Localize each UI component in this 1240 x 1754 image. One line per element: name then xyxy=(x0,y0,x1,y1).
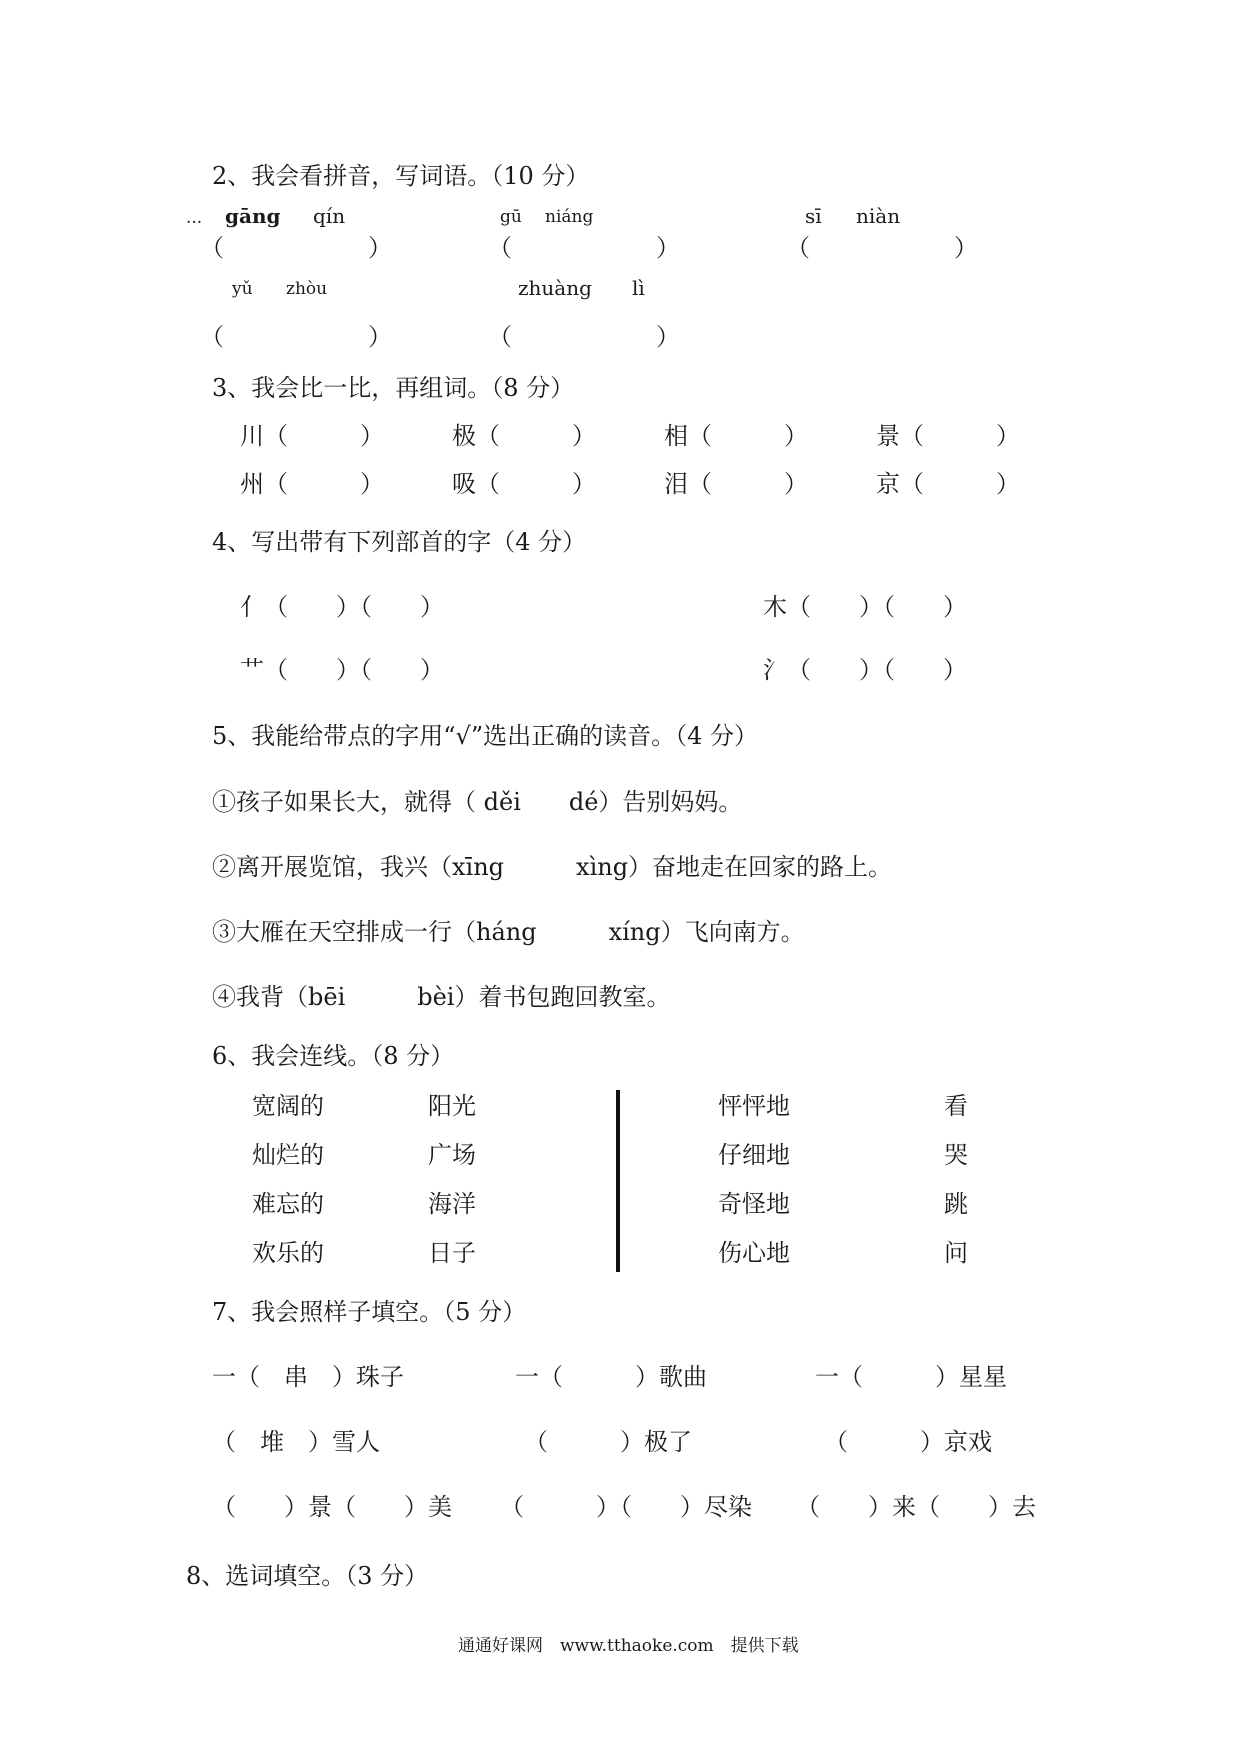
match-word[interactable]: 问 xyxy=(944,1239,968,1267)
q8-title: 8、选词填空。（3 分） xyxy=(186,1562,429,1590)
pinyin-si: sī xyxy=(805,204,822,228)
fill-item[interactable]: （ ）（ ）尽染 xyxy=(500,1493,752,1521)
answer-blank[interactable]: （ ） xyxy=(200,323,392,351)
pinyin-yu: yǔ xyxy=(232,279,253,299)
match-word[interactable]: 跳 xyxy=(944,1190,968,1218)
pinyin-li: lì xyxy=(632,276,645,300)
pronunciation-sentence[interactable]: ②离开展览馆，我兴（xīng xìng）奋地走在回家的路上。 xyxy=(212,853,893,881)
fill-item[interactable]: 一（ ）星星 xyxy=(815,1363,1007,1391)
pronunciation-sentence[interactable]: ④我背（bēi bèi）着书包跑回教室。 xyxy=(212,983,671,1011)
compare-item[interactable]: 州（ ） xyxy=(240,470,384,498)
q3-title: 3、我会比一比，再组词。（8 分） xyxy=(212,374,575,402)
compare-item[interactable]: 极（ ） xyxy=(452,422,596,450)
match-word[interactable]: 广场 xyxy=(428,1141,476,1169)
q2-title: 2、我会看拼音，写词语。（10 分） xyxy=(212,162,590,190)
pinyin-zhou: zhòu xyxy=(286,279,328,299)
pinyin-gu: gū xyxy=(500,207,522,227)
match-word[interactable]: 宽阔的 xyxy=(252,1092,324,1120)
pinyin-niang: niáng xyxy=(545,207,594,227)
q7-title: 7、我会照样子填空。（5 分） xyxy=(212,1298,527,1326)
pinyin-nian: niàn xyxy=(856,204,901,228)
q5-title: 5、我能给带点的字用“√”选出正确的读音。（4 分） xyxy=(212,722,758,750)
fill-item[interactable]: 一（ ）歌曲 xyxy=(515,1363,707,1391)
fill-item[interactable]: （ ）京戏 xyxy=(824,1428,992,1456)
match-word[interactable]: 海洋 xyxy=(428,1190,476,1218)
match-word[interactable]: 伤心地 xyxy=(718,1239,790,1267)
match-word[interactable]: 奇怪地 xyxy=(718,1190,790,1218)
divider-line xyxy=(616,1090,620,1272)
compare-item[interactable]: 相（ ） xyxy=(664,422,808,450)
answer-blank[interactable]: （ ） xyxy=(488,323,680,351)
compare-item[interactable]: 京（ ） xyxy=(876,470,1020,498)
footer-text: 通通好课网 www.tthaoke.com 提供下载 xyxy=(458,1636,799,1656)
match-word[interactable]: 欢乐的 xyxy=(252,1239,324,1267)
compare-item[interactable]: 景（ ） xyxy=(876,422,1020,450)
fill-item[interactable]: （ ）景（ ）美 xyxy=(212,1493,452,1521)
answer-blank[interactable]: （ ） xyxy=(200,234,392,262)
pronunciation-sentence[interactable]: ①孩子如果长大，就得（ děi dé）告别妈妈。 xyxy=(212,788,743,816)
fill-item[interactable]: 一（ 串 ）珠子 xyxy=(212,1363,404,1391)
match-word[interactable]: 哭 xyxy=(944,1141,968,1169)
pinyin-gang: gāng xyxy=(225,204,281,228)
pronunciation-sentence[interactable]: ③大雁在天空排成一行（háng xíng）飞向南方。 xyxy=(212,918,805,946)
match-word[interactable]: 灿烂的 xyxy=(252,1141,324,1169)
radical-item[interactable]: 艹（ ）（ ） xyxy=(240,656,444,684)
match-word[interactable]: 仔细地 xyxy=(718,1141,790,1169)
match-word[interactable]: 难忘的 xyxy=(252,1190,324,1218)
answer-blank[interactable]: （ ） xyxy=(786,234,978,262)
match-word[interactable]: 怦怦地 xyxy=(718,1092,790,1120)
answer-blank[interactable]: （ ） xyxy=(488,234,680,262)
fill-item[interactable]: （ ）极了 xyxy=(524,1428,692,1456)
match-word[interactable]: 阳光 xyxy=(428,1092,476,1120)
compare-item[interactable]: 吸（ ） xyxy=(452,470,596,498)
q6-title: 6、我会连线。（8 分） xyxy=(212,1042,455,1070)
pinyin-qin: qín xyxy=(313,204,346,228)
radical-item[interactable]: 亻（ ）（ ） xyxy=(240,593,444,621)
q4-title: 4、写出带有下列部首的字（4 分） xyxy=(212,528,587,556)
compare-item[interactable]: 泪（ ） xyxy=(664,470,808,498)
radical-item[interactable]: 氵（ ）（ ） xyxy=(763,656,967,684)
compare-item[interactable]: 川（ ） xyxy=(240,422,384,450)
q2-dots: ... xyxy=(186,208,203,228)
fill-item[interactable]: （ 堆 ）雪人 xyxy=(212,1428,380,1456)
match-word[interactable]: 看 xyxy=(944,1092,968,1120)
pinyin-zhuang: zhuàng xyxy=(518,276,592,300)
radical-item[interactable]: 木（ ）（ ） xyxy=(763,593,967,621)
fill-item[interactable]: （ ）来（ ）去 xyxy=(796,1493,1036,1521)
match-word[interactable]: 日子 xyxy=(428,1239,476,1267)
